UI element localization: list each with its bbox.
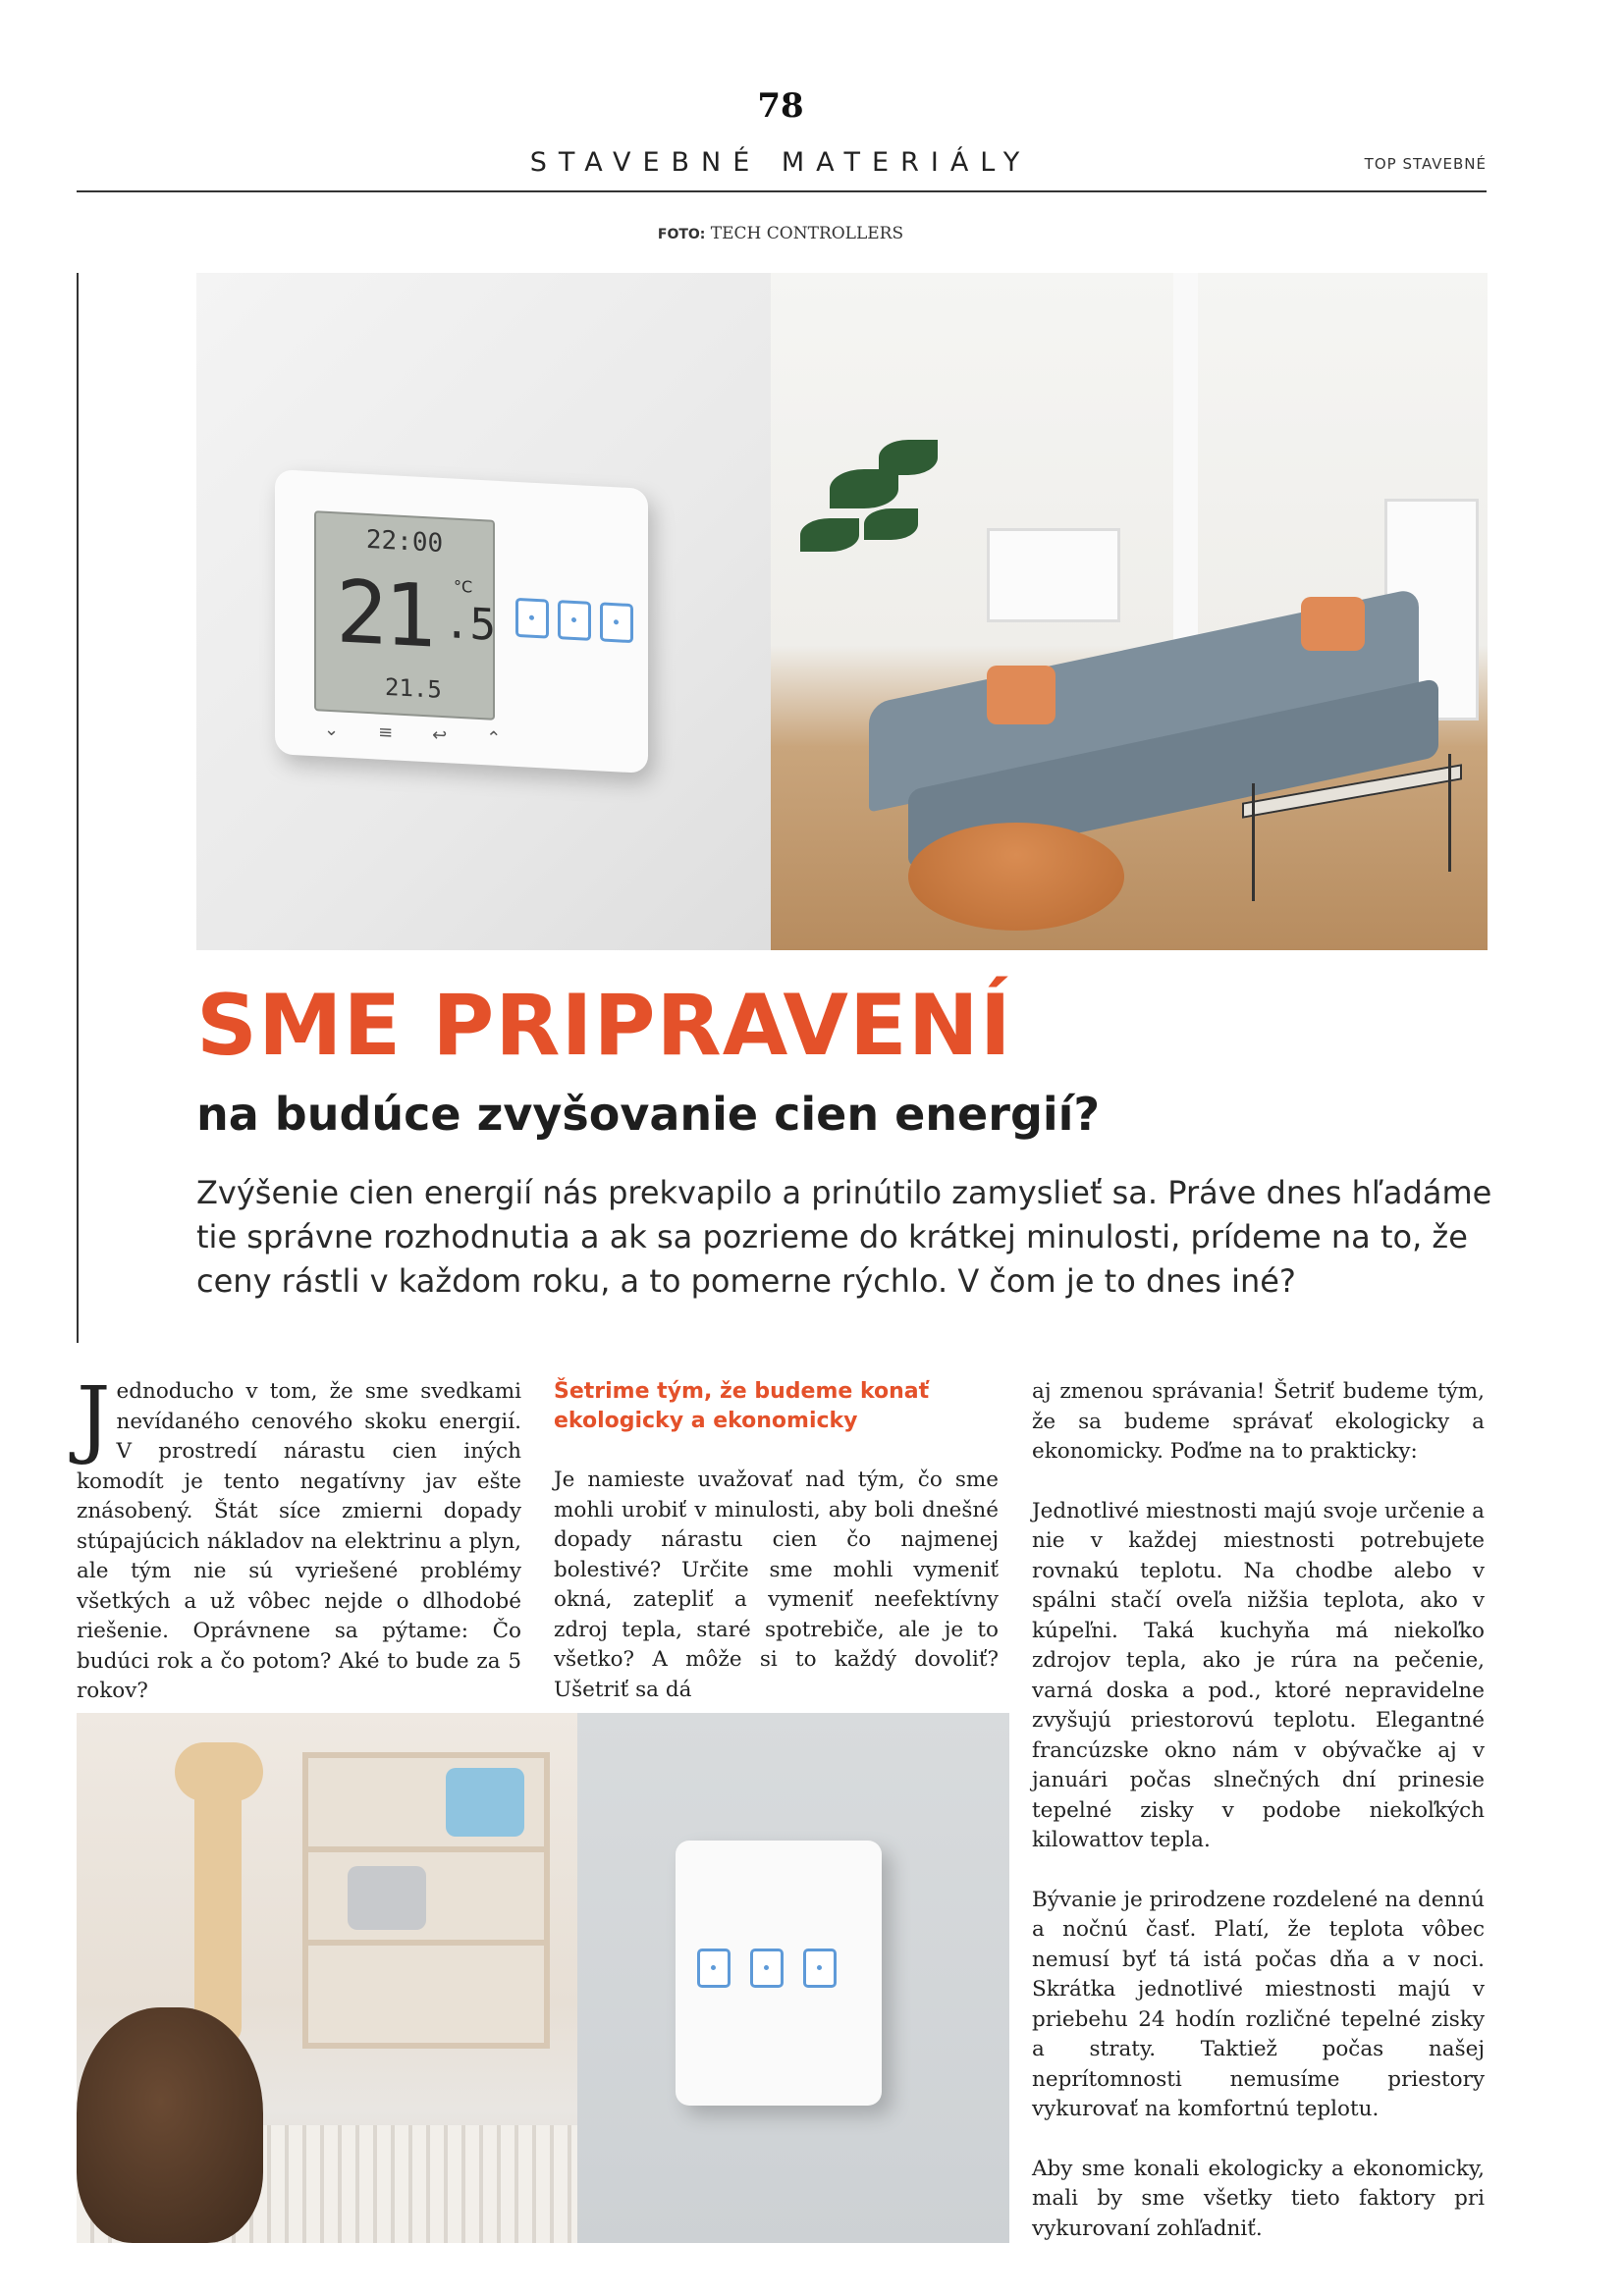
thermostat-unit: °C [454,576,473,597]
thermostat2-button-3 [803,1949,837,1988]
paragraph: Je namieste uvažovať nad tým, čo sme mohli urobiť v minulosti, aby boli dnešné dopady nárastu cien čo najmenej bolestivé? Určite sme mohli vymeniť okná, zatepliť a vymeniť neefektívny zdroj tepla, staré spotrebiče, ale je to všetko? A môže si to každý dovoliť? Ušetriť sa dá [554,1468,999,1702]
article-column-2 [554,1377,999,1735]
thermostat2-button-1 [697,1949,731,1988]
page-number: 78 [757,86,804,126]
section-title: STAVEBNÉ MATERIÁLY [529,147,1032,178]
article-column-3 [1032,1377,1485,2273]
article-title: SME PRIPRAVENÍ [196,977,1012,1075]
thermostat-device-2 [676,1841,882,2106]
hero-living-room-photo [771,273,1488,950]
paragraph: ednoducho v tom, že sme svedkami nevídaného cenového skoku energií. V prostredí nárastu cien iných komodít je tento negatívny jav ešte znásobený. Štát síce zmierni dopady stúpajúcich nákladov na elektrinu a plyn, ale tým nie sú vyriešené problémy všetkých a už vôbec nejde o dlhodobé riešenie. Oprávnene sa pýtame: Čo budúci rok a čo potom? Aké to bude za 5 rokov? [77,1379,521,1703]
table-leg [1252,783,1255,901]
shelf-board [308,1940,544,1946]
article-column-1 [77,1369,521,1736]
thermostat2-button-2 [750,1949,784,1988]
wall-tv-panel [987,528,1120,622]
paragraph: aj zmenou správania! Šetriť budeme tým, že sa budeme správať ekologicky a ekonomicky. Poďme na to prakticky: [1032,1379,1485,1464]
header-rule [77,190,1487,192]
photo-credit [0,224,1561,243]
giraffe-head [175,1742,263,1801]
left-margin-rule [77,273,79,1343]
thermostat-display [314,510,495,721]
plant-leaf [830,469,898,508]
thermostat-time: 22:00 [365,524,444,560]
paragraph: Bývanie je prirodzene rozdelené na dennú a nočnú časť. Platí, že teplota vôbec nemusí byť tá istá počas dňa a v noci. Skrátka jednotlivé miestnosti majú v priebehu 24 hodín rozličné tepelné zisky a straty. Taktiež počas našej neprítomnosti nemusíme priestory vykurovať na komfortnú teplotu. [1032,1887,1485,2121]
drop-cap: J [77,1369,111,1468]
thermostat-button-2 [558,600,591,641]
pouf [908,823,1124,931]
plant-leaf [879,440,938,475]
plant-leaf [864,508,918,540]
shelf-board [308,1846,544,1852]
plant-leaf [800,518,859,552]
magazine-label: TOP STAVEBNÉ [1364,155,1487,173]
thermostat-setpoint: 21.5 [385,672,442,704]
thermostat-temperature-decimal: .5 [444,598,496,651]
thermostat-temperature: 21 [336,561,432,667]
toy-box-grey [348,1866,426,1930]
kids-room-photo [77,1713,577,2243]
thermostat-button-3 [600,602,633,643]
room-column [1173,273,1198,685]
article-subtitle: na budúce zvyšovanie cien energií? [196,1088,1101,1141]
article-lead: Zvýšenie cien energií nás prekvapilo a prinútilo zamyslieť sa. Práve dnes hľadáme tie správne rozhodnutia a ak sa pozrieme do krátkej minulosti, prídeme na to, že ceny rástli v každom roku, a to pomerne rýchlo. V čom je to dnes iné? [196,1174,1492,1300]
photo-credit-value: TECH CONTROLLERS [710,224,904,243]
pillow [1301,597,1365,651]
paragraph: Jednotlivé miestnosti majú svoje určenie a nie v každej miestnosti potrebujete rovnakú teplotu. Na chodbe alebo v spálni stačí oveľa nižšia teplota, ako v kúpeľni. Taká kuchyňa má niekoľko zdrojov tepla, ako je rúra na pečenie, varná doska a pod., ktoré nepravidelne zvyšujú priestorovú teplotu. Elegantné francúzske okno nám v obývačke aj v januári počas slnečných dní prinesie tepelné zisky v podobe niekoľkých kilowattov tepla. [1032,1498,1485,1852]
toy-shelf [302,1752,550,2049]
wall-thermostat-photo [577,1713,1009,2243]
thermostat-nav-icons: ⌄≡↩⌃ [324,719,541,752]
thermostat-device [275,469,648,774]
pillow [987,666,1056,724]
teddy-bear [77,2007,263,2243]
article-subheading: Šetrime tým, že budeme konať ekologicky a ekonomicky [554,1379,930,1433]
paragraph: Aby sme konali ekologicky a ekonomicky, mali by sme všetky tieto faktory pri vykurovaní zohľadniť. [1032,2156,1485,2241]
photo-credit-label: FOTO: [657,227,706,242]
table-leg [1448,754,1451,872]
toy-box-blue [446,1768,524,1837]
hero-thermostat-photo [196,273,771,950]
thermostat-button-1 [515,598,549,639]
